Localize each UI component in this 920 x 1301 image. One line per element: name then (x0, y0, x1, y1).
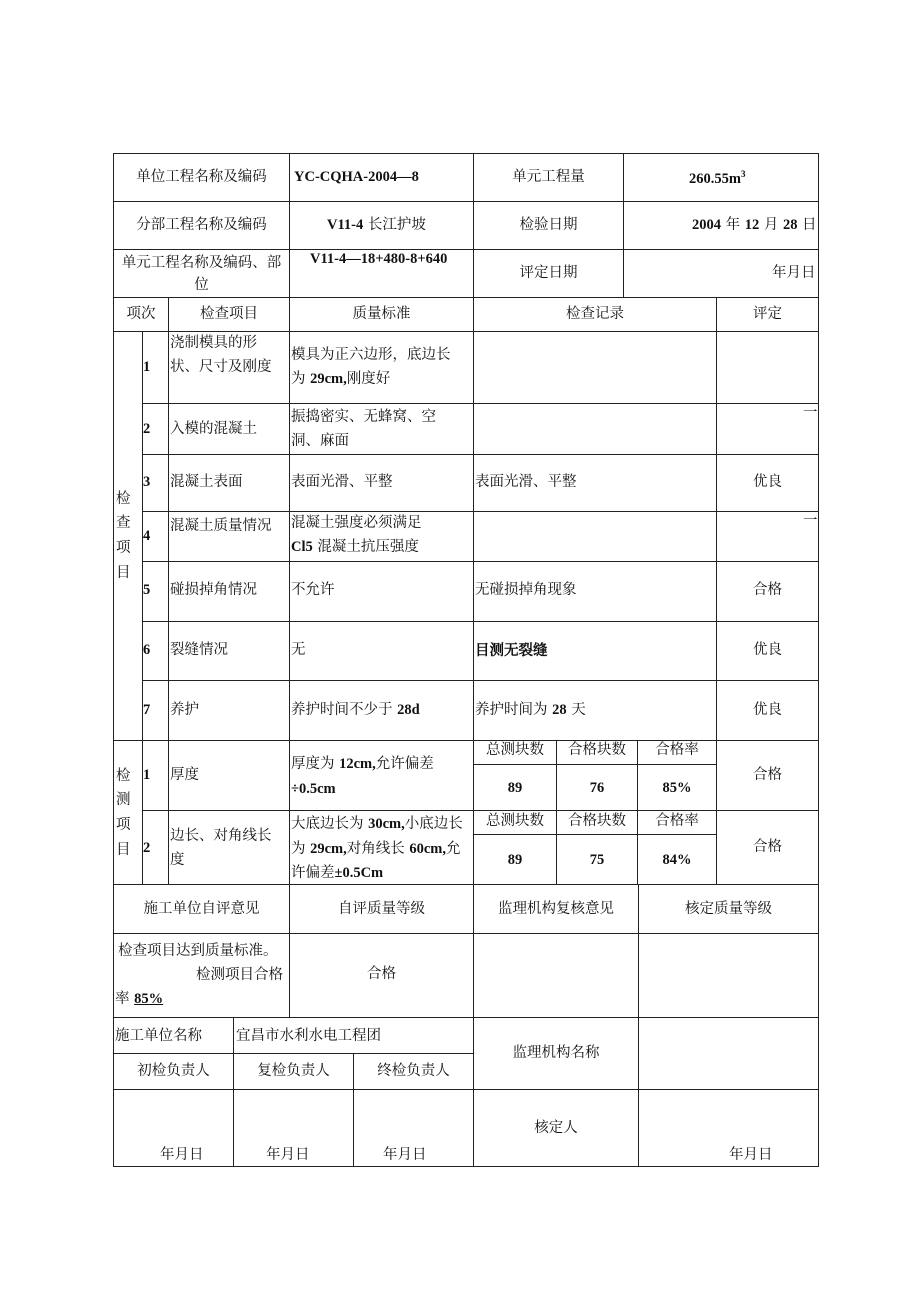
row-number: 2 (143, 840, 151, 856)
standard-line: 模具为正六边形，底边长 (291, 347, 451, 363)
col-item: 检查项目 (200, 306, 258, 322)
second-check-label: 复检负责人 (257, 1063, 330, 1079)
rule (168, 331, 169, 884)
rating-value: 优良 (753, 642, 782, 658)
row-number: 5 (143, 582, 151, 598)
standard-line: 表面光滑、平整 (291, 474, 393, 490)
standard-line: 许偏差±0.5Cm (291, 865, 384, 881)
inspection-date-value: 2004 年 12 月 28 日 (692, 217, 817, 233)
standard-line: 大底边长为 30cm,小底边长 (291, 816, 463, 832)
supervisor-opinion-label: 监理机构复核意见 (498, 901, 614, 917)
final-check-label: 终检负责人 (377, 1063, 450, 1079)
inspection-group-char: 检 (116, 491, 131, 507)
standard-line: 为 29cm,对角线长 60cm,允 (291, 841, 461, 857)
standard-line: 养护时间不少于 28d (291, 702, 420, 718)
rule (113, 1017, 819, 1018)
element-value: V11-4—18+480-8+640 (310, 251, 448, 267)
record-value: 表面光滑、平整 (475, 474, 577, 490)
contractor-label: 施工单位名称 (115, 1028, 202, 1044)
item-name-line: 入模的混凝土 (170, 421, 257, 437)
item-name-line: 混凝土表面 (170, 474, 243, 490)
standard-line: 不允许 (291, 582, 335, 598)
row-number: 7 (143, 702, 151, 718)
rule (473, 764, 717, 765)
date-placeholder: 年月日 (383, 1147, 427, 1163)
rule (142, 511, 819, 512)
self-opinion-label: 施工单位自评意见 (143, 901, 260, 917)
rating-value: 一 (803, 405, 818, 421)
rule (142, 403, 819, 404)
opinion-line: 率 85% (115, 991, 164, 1007)
rule (289, 297, 290, 884)
inspection-group-char: 查 (116, 515, 131, 531)
row-number: 4 (143, 528, 151, 544)
measure-group-char: 目 (116, 842, 131, 858)
rule (142, 454, 819, 455)
pass-rate: 84% (662, 852, 692, 868)
item-name-line: 碰损掉角情况 (170, 582, 257, 598)
standard-line: 无 (291, 642, 306, 658)
rule (113, 1089, 819, 1090)
date-placeholder: 年月日 (729, 1147, 773, 1163)
rule (113, 884, 819, 885)
supervisor-label: 监理机构名称 (512, 1045, 600, 1061)
rating-value: 优良 (753, 702, 782, 718)
item-name-line: 边长、对角线长 (170, 828, 272, 844)
standard-line: ÷0.5cm (291, 781, 336, 797)
rule (142, 680, 819, 681)
rule (142, 810, 819, 811)
standard-line: 振捣密实、无蜂窝、空 (291, 409, 436, 425)
row-number: 6 (143, 642, 151, 658)
rule (142, 331, 143, 884)
row-number: 1 (143, 767, 151, 783)
element-label-line2: 位 (194, 277, 209, 293)
unit-project-value: YC-CQHA-2004—8 (294, 169, 419, 185)
rating-value: 合格 (753, 582, 782, 598)
item-name-line: 度 (170, 852, 185, 868)
row-number: 3 (143, 474, 151, 490)
total-count: 89 (507, 780, 523, 796)
standard-line: 洞、麻面 (291, 433, 349, 449)
rating-value: 合格 (753, 767, 782, 783)
item-name-line: 浇制模具的形 (170, 335, 257, 351)
rule (142, 561, 819, 562)
col-record: 检查记录 (566, 306, 624, 322)
rating-value: 合格 (753, 839, 782, 855)
opinion-line: 检测项目合格 (196, 967, 283, 983)
pass-rate: 85% (662, 780, 692, 796)
inspection-date-label: 检验日期 (519, 217, 578, 233)
pass-count: 75 (589, 852, 605, 868)
pass-rate-header: 合格率 (655, 813, 699, 829)
col-rating: 评定 (753, 306, 782, 322)
rating-value: 一 (803, 513, 818, 529)
standard-line: Cl5 混凝土抗压强度 (291, 539, 419, 555)
rule (113, 297, 819, 298)
item-name-line: 厚度 (170, 767, 199, 783)
standard-line: 厚度为 12cm,允许偏差 (291, 756, 434, 772)
row-number: 2 (143, 421, 151, 437)
rule (473, 834, 717, 835)
measure-group-char: 测 (116, 792, 131, 808)
contractor-value: 宜昌市水利水电工程团 (236, 1028, 381, 1044)
row-number: 1 (143, 359, 151, 375)
inspection-group-char: 目 (116, 565, 131, 581)
eval-date-value: 年月日 (772, 265, 816, 281)
rule (289, 153, 290, 297)
approved-grade-label: 核定质量等级 (685, 901, 772, 917)
rule (818, 153, 819, 1166)
total-count-header: 总测块数 (486, 742, 544, 758)
item-name-line: 裂缝情况 (170, 642, 228, 658)
self-grade-value: 合格 (367, 966, 396, 982)
record-value: 目测无裂缝 (475, 642, 548, 659)
total-count: 89 (507, 852, 523, 868)
col-standard: 质量标准 (352, 306, 411, 322)
pass-count-header: 合格块数 (568, 813, 626, 829)
item-name-line: 状、尺寸及刚度 (170, 359, 272, 375)
date-placeholder: 年月日 (160, 1147, 204, 1163)
date-placeholder: 年月日 (266, 1147, 310, 1163)
first-check-label: 初检负责人 (137, 1063, 210, 1079)
sub-project-value: V11-4 长江护坡 (327, 217, 426, 233)
rule (113, 331, 819, 332)
rule (638, 884, 639, 1166)
standard-line: 混凝土强度必须满足 (291, 515, 422, 531)
unit-project-label: 单位工程名称及编码 (136, 169, 267, 185)
eval-date-label: 评定日期 (519, 265, 578, 281)
rule (113, 153, 819, 154)
measure-group-char: 检 (116, 768, 131, 784)
col-index: 项次 (126, 306, 156, 322)
inspection-group-char: 项 (116, 540, 131, 556)
unit-quantity-value: $260.55m^3$ (689, 169, 746, 187)
rule (623, 153, 624, 249)
unit-quantity-label: 单元工程量 (512, 169, 585, 185)
pass-count: 76 (589, 780, 605, 796)
measure-group-char: 项 (116, 817, 131, 833)
opinion-line: 检查项目达到质量标准。 (118, 943, 278, 959)
rule (113, 201, 819, 202)
rating-value: 优良 (753, 474, 782, 490)
pass-count-header: 合格块数 (568, 742, 626, 758)
record-value: 无碰损掉角现象 (475, 582, 577, 598)
rule (142, 621, 819, 622)
pass-rate-header: 合格率 (655, 742, 699, 758)
rule (113, 249, 819, 250)
rule (113, 1053, 473, 1054)
item-name-line: 养护 (170, 702, 199, 718)
rule (623, 249, 624, 297)
rule (113, 933, 819, 934)
approver-label: 核定人 (534, 1120, 578, 1136)
element-label-line1: 单元工程名称及编码、部 (121, 255, 282, 271)
total-count-header: 总测块数 (486, 813, 544, 829)
record-value: 养护时间为 28 天 (475, 702, 586, 718)
self-grade-label: 自评质量等级 (338, 901, 425, 917)
rule (113, 1166, 819, 1167)
item-name-line: 混凝土质量情况 (170, 518, 272, 534)
rule (233, 1017, 234, 1166)
standard-line: 为 29cm,刚度好 (291, 371, 391, 387)
sub-project-label: 分部工程名称及编码 (136, 217, 267, 233)
